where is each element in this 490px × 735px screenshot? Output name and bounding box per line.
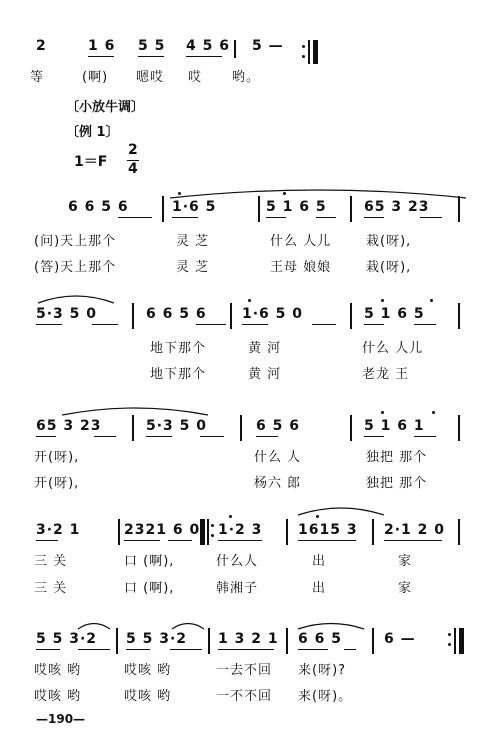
lyric: 地下那个 [150,367,207,382]
note-group: 6 6 5 6 [68,199,129,215]
note-group: 3·2 1 [36,522,81,538]
lyric: 来(呀)。 [298,689,353,704]
lyric: 嗯哎 [136,70,165,85]
note-group: 6 5 6 [256,418,300,434]
note-group: 5 5 [138,38,166,54]
note-group: 5 1 6 5 [266,199,327,215]
lyric: 黄 河 [248,367,282,382]
lyric: 哎 [188,70,203,85]
lyric: 灵 芝 [176,234,210,249]
lyric: 黄 河 [248,341,282,356]
lyric: 一去不回 [216,663,273,678]
lyric: (答)天上那个 [34,260,117,275]
lyric: 杨六 郎 [254,476,302,491]
note-group: 1615 3 [298,522,358,538]
lyric: 一不不回 [216,689,273,704]
key-signature: 1＝F [74,154,108,170]
lyric: 什么 人 [254,450,302,465]
lyric: (啊) [82,70,109,85]
lyric: 三 关 [34,581,68,596]
lyric: 开(呀), [34,476,80,491]
lyric: 来(呀)? [298,663,347,678]
lyric: 三 关 [34,554,68,569]
note-group: 6 — [384,631,416,647]
lyric: 独把 那个 [366,476,428,491]
note-group: 5 5 3·2 [126,631,188,647]
lyric: 栽(呀), [366,260,412,275]
lyric: 哎咳 哟 [34,689,82,704]
lyric: 独把 那个 [366,450,428,465]
lyric: 口 (啊), [124,581,175,596]
lyric: 什么 人儿 [270,234,332,249]
lyric: 哎咳 哟 [34,663,82,678]
lyric: 家 [398,581,413,596]
note-group: 5·3 5 0 [146,418,208,434]
lyric: 灵 芝 [176,260,210,275]
note-group: 1·2 3 [218,522,263,538]
note-group: 5 1 6 5 [364,306,425,322]
lyric: 栽(呀), [366,234,412,249]
note-group: 5 1 6 1 [364,418,425,434]
note-group: 1 6 [88,38,116,54]
example-label: 〔例 1〕 [66,125,119,140]
note-group: 5 — [252,38,284,54]
lyric: 哟。 [232,70,261,85]
lyric: 家 [398,554,413,569]
note-group: 4 5 6 [186,38,230,54]
note-group: 1·6 5 0 [242,306,304,322]
note-group: 5 5 3·2 [36,631,98,647]
note-group: 65 3 23 [36,418,102,434]
note-group: 6 6 5 [298,631,342,647]
note-group: 65 3 23 [364,199,430,215]
section-title: 〔小放牛调〕 [66,100,145,115]
time-signature-top: 2 [128,142,139,158]
note-group: 2·1 2 0 [384,522,446,538]
lyric: 等 [30,70,45,85]
lyric: 王母 娘娘 [270,260,332,275]
note-group: 6 6 5 6 [146,306,207,322]
lyric: 出 [312,581,327,596]
lyric: 什么 人儿 [362,341,424,356]
lyric: 什么人 [216,554,259,569]
note-group: 2 [36,38,47,54]
note-group: 1 3 2 1 [218,631,279,647]
note-group: 2321 6 0 [124,522,201,538]
lyric: (问)天上那个 [34,234,117,249]
time-signature-bottom: 4 [128,161,139,177]
lyric: 韩湘子 [216,581,259,596]
lyric: 出 [312,554,327,569]
note-group: 5·3 5 0 [36,306,98,322]
lyric: 哎咳 哟 [124,663,172,678]
lyric: 口 (啊), [124,554,175,569]
lyric: 开(呀), [34,450,80,465]
note-group: 1·6 5 [172,199,217,215]
lyric: 老龙 王 [362,367,410,382]
lyric: 地下那个 [150,341,207,356]
lyric: 哎咳 哟 [124,689,172,704]
page-number: —190— [36,712,86,726]
